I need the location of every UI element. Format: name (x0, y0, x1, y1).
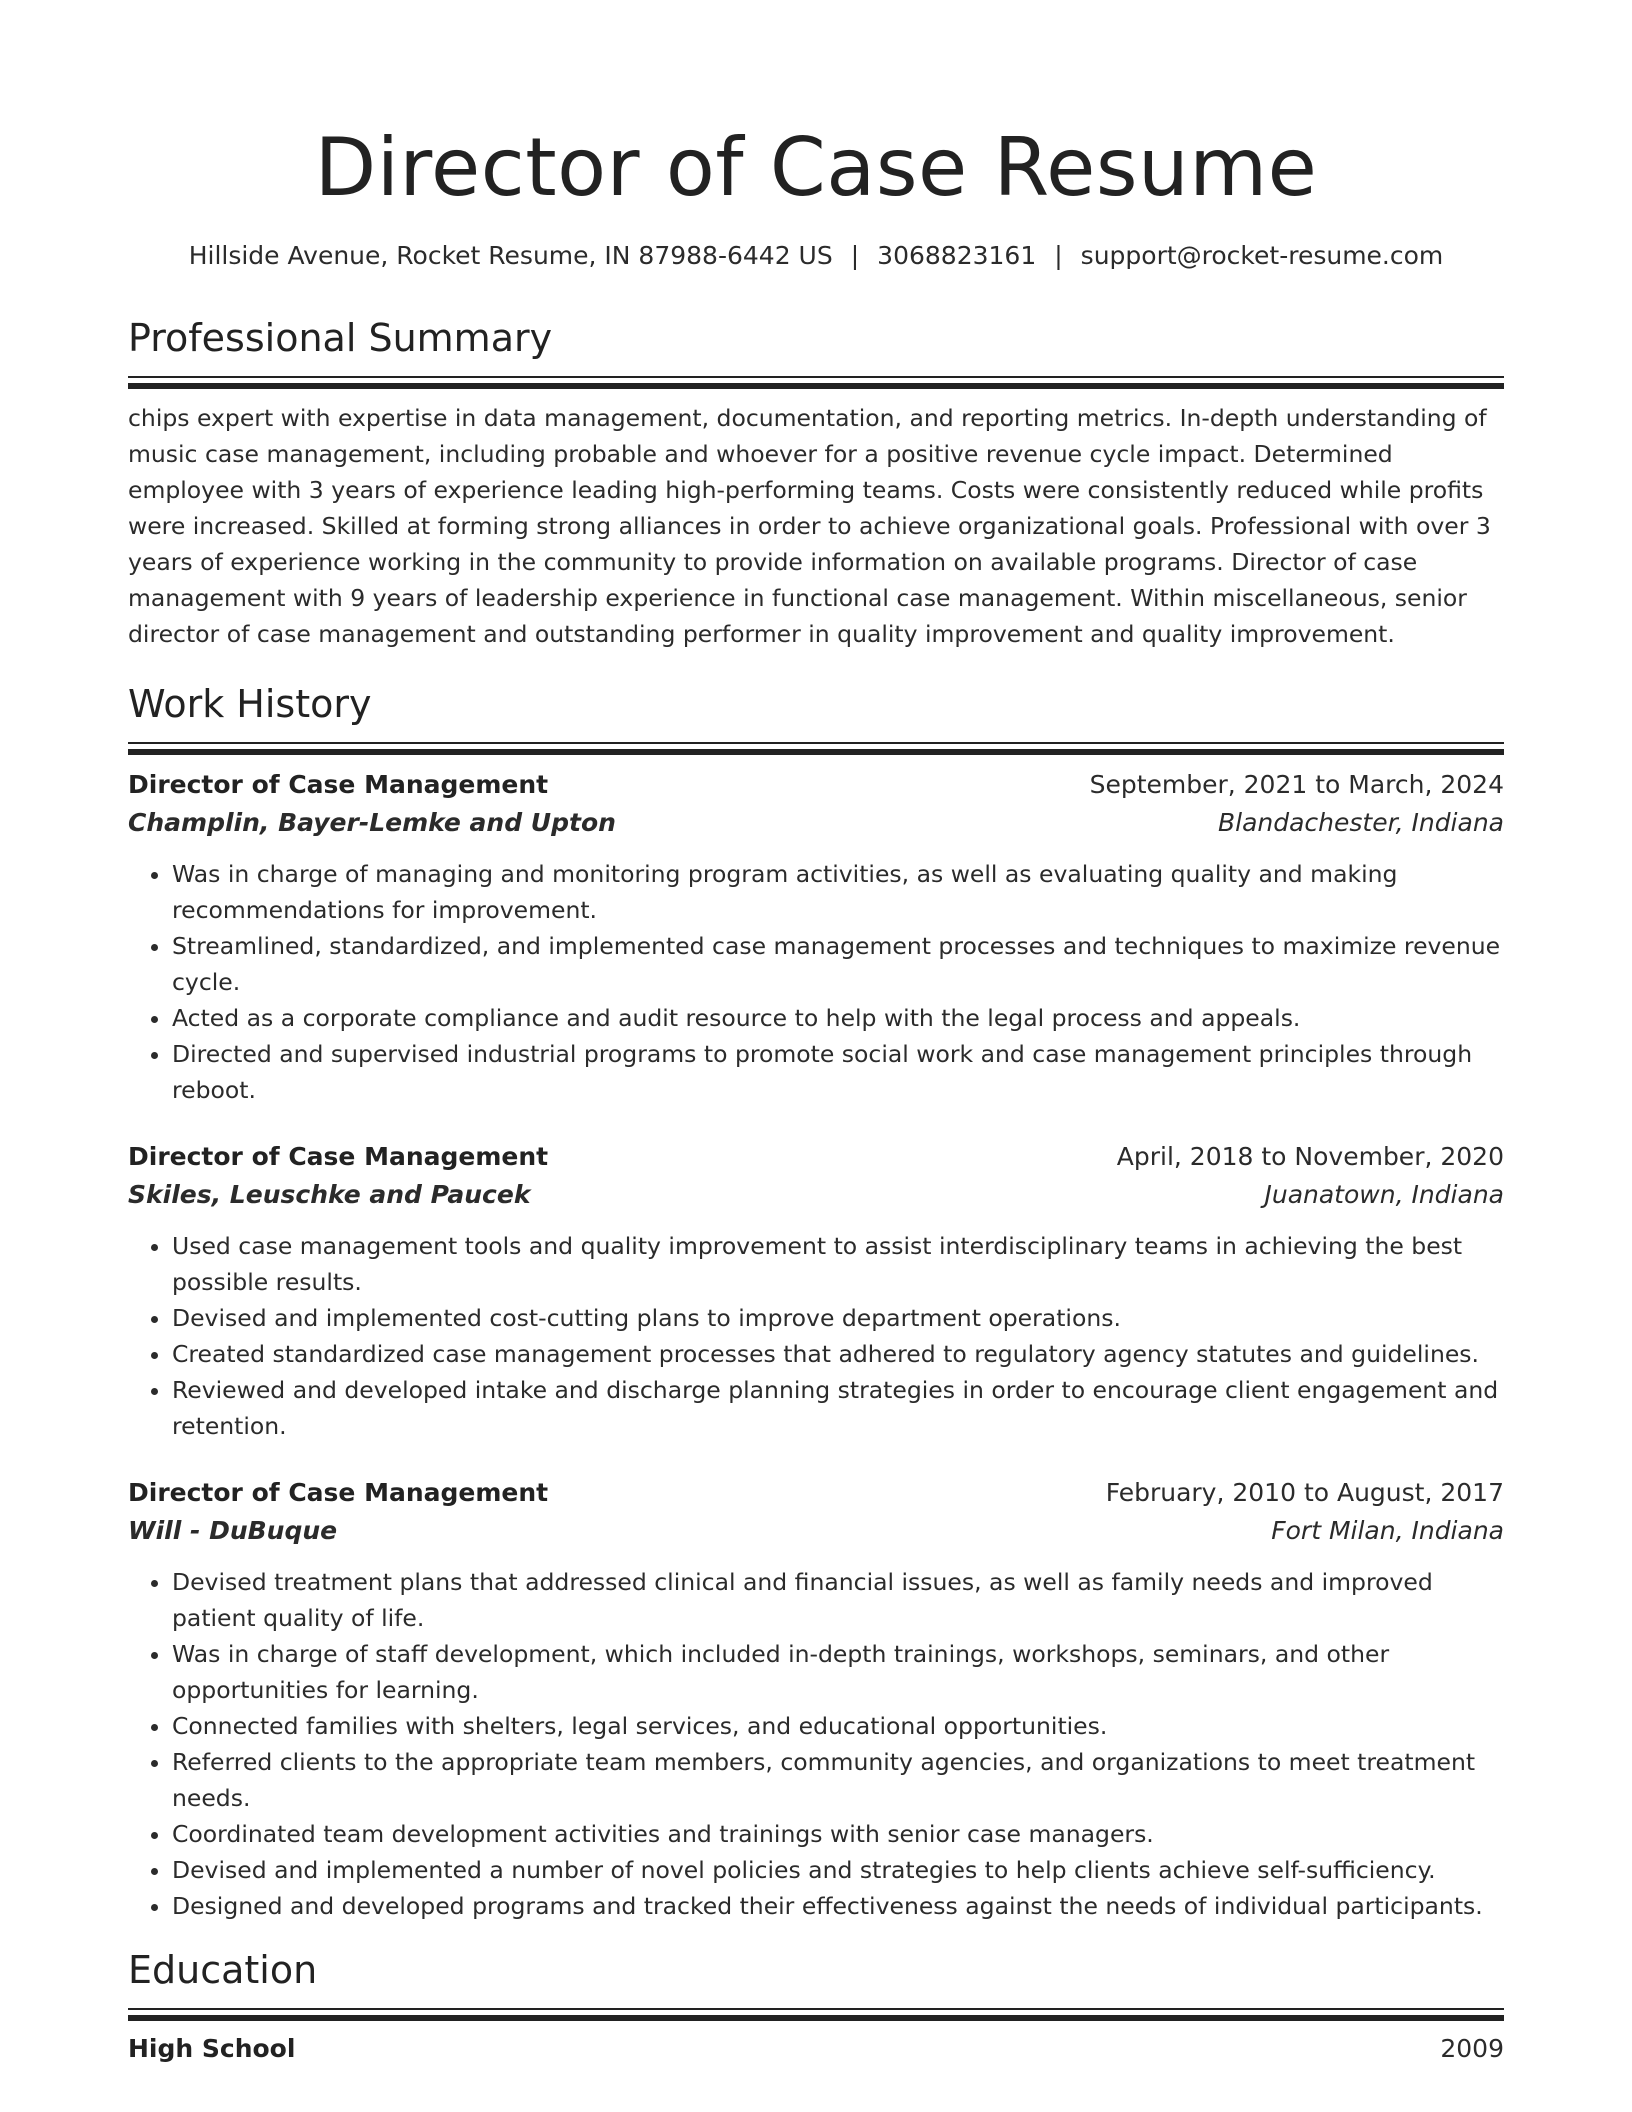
education-year: 2009 (1440, 2034, 1504, 2063)
job-dates: February, 2010 to August, 2017 (1105, 1478, 1504, 1507)
contact-email: support@rocket-resume.com (1080, 241, 1444, 270)
job-bullets (128, 856, 1504, 1108)
professional-summary-section (128, 314, 1504, 652)
list-item: • Devised and implemented a number of novel policies and strategies to help clients achieve self-sufficiency. (172, 1852, 1504, 1888)
list-item: • Was in charge of managing and monitoring program activities, as well as evaluating quality and making recommendations for improvement. (172, 856, 1504, 928)
contact-separator: | (1054, 241, 1063, 270)
job-bullets (128, 1228, 1504, 1444)
section-heading-work: Work History (128, 682, 372, 726)
job-dates: September, 2021 to March, 2024 (1089, 770, 1504, 799)
job-company: Skiles, Leuschke and Paucek (128, 1180, 531, 1209)
list-item: • Devised treatment plans that addressed clinical and financial issues, as well as family needs and improved patient quality of life. (172, 1564, 1504, 1636)
list-item: • Designed and developed programs and tracked their effectiveness against the needs of individual participants. (172, 1888, 1504, 1924)
job-title: Director of Case Management (128, 1478, 549, 1507)
list-item: • Acted as a corporate compliance and audit resource to help with the legal process and appeals. (172, 1000, 1504, 1036)
job-entry (128, 1138, 1504, 1444)
section-heading-education: Education (128, 1948, 318, 1992)
list-item: • Was in charge of staff development, which included in-depth trainings, workshops, seminars, and other opportunities for learning. (172, 1636, 1504, 1708)
list-item: • Used case management tools and quality improvement to assist interdisciplinary teams in achieving the best possible results. (172, 1228, 1504, 1300)
section-heading-summary: Professional Summary (128, 316, 553, 360)
education-entry (128, 2030, 1504, 2068)
job-header-row (128, 1138, 1504, 1176)
job-location: Fort Milan, Indiana (1271, 1516, 1504, 1545)
job-title: Director of Case Management (128, 1142, 549, 1171)
summary-text: chips expert with expertise in data management, documentation, and reporting metrics. In-depth understanding of music case management, including probable and whoever for a positive revenue cycle impact. Determined employee with 3 years of experience leading high-performing teams. Costs were consistently reduced while profits were increased. Skilled at forming strong alliances in order to achieve organizational goals. Professional with over 3 years of experience working in the community to provide information on available programs. Director of case management with 9 years of leadership experience in functional case management. Within miscellaneous, senior director of case management and outstanding performer in quality improvement and quality improvement. (128, 404, 1491, 648)
education-degree: High School (128, 2034, 296, 2063)
list-item: • Connected families with shelters, legal services, and educational opportunities. (172, 1708, 1504, 1744)
list-item: • Reviewed and developed intake and discharge planning strategies in order to encourage client engagement and retention. (172, 1372, 1504, 1444)
job-location: Blandachester, Indiana (1217, 808, 1504, 837)
resume-title: Director of Case Resume (314, 121, 1318, 214)
contact-phone: 3068823161 (877, 241, 1037, 270)
list-item: • Coordinated team development activities and trainings with senior case managers. (172, 1816, 1504, 1852)
job-company: Will - DuBuque (128, 1516, 338, 1545)
list-item: • Directed and supervised industrial programs to promote social work and case management principles through reboot. (172, 1036, 1504, 1108)
section-divider (128, 376, 1504, 378)
list-item: • Streamlined, standardized, and implemented case management processes and techniques to maximize revenue cycle. (172, 928, 1504, 1000)
job-header-row (128, 766, 1504, 804)
job-dates: April, 2018 to November, 2020 (1116, 1142, 1504, 1171)
job-bullets (128, 1564, 1504, 1924)
list-item: • Referred clients to the appropriate team members, community agencies, and organizations to meet treatment needs. (172, 1744, 1504, 1816)
resume-page (128, 0, 1504, 2068)
contact-line (128, 238, 1504, 274)
job-entry (128, 1474, 1504, 1924)
job-company-row (128, 1176, 1504, 1214)
job-entry (128, 766, 1504, 1108)
list-item: • Devised and implemented cost-cutting plans to improve department operations. (172, 1300, 1504, 1336)
job-company: Champlin, Bayer-Lemke and Upton (128, 808, 616, 837)
section-divider (128, 742, 1504, 744)
job-header-row (128, 1474, 1504, 1512)
job-company-row (128, 1512, 1504, 1550)
job-company-row (128, 804, 1504, 842)
contact-separator: | (850, 241, 860, 270)
list-item: • Created standardized case management processes that adhered to regulatory agency statutes and guidelines. (172, 1336, 1504, 1372)
contact-address: Hillside Avenue, Rocket Resume, IN 87988-6442 US (188, 241, 833, 270)
work-history-section (128, 680, 1504, 1924)
section-divider (128, 2008, 1504, 2010)
job-location: Juanatown, Indiana (1264, 1180, 1504, 1209)
education-section (128, 1946, 1504, 2068)
job-title: Director of Case Management (128, 770, 549, 799)
